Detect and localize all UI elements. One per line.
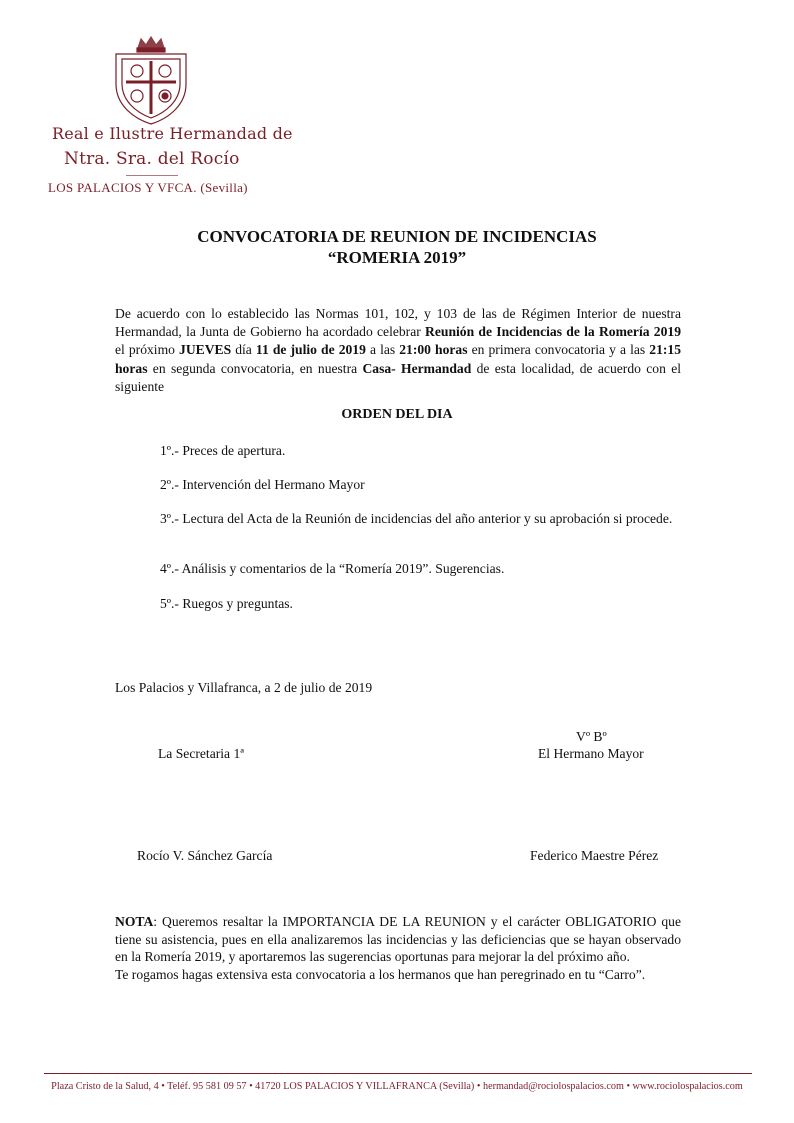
document-title: CONVOCATORIA DE REUNION DE INCIDENCIAS — [197, 227, 597, 246]
note-block — [115, 913, 681, 983]
footer-contact: Plaza Cristo de la Salud, 4 • Teléf. 95 581 09 57 • 41720 LOS PALACIOS Y VILLAFRANCA (Sevilla) • hermandad@rociolospalacios.com • www.rociolospalacios.com — [51, 1081, 743, 1092]
brotherhood-crest-icon — [108, 34, 194, 126]
note-paragraph-2: Te rogamos hagas extensiva esta convocatoria a los hermanos que han peregrinado en tu “Carro”. — [115, 966, 646, 982]
agenda-item: 5º.- Ruegos y preguntas. — [160, 596, 293, 611]
agenda-item: 4º.- Análisis y comentarios de la “Romería 2019”. Sugerencias. — [160, 561, 505, 576]
org-name-line2: Ntra. Sra. del Rocío — [64, 149, 240, 169]
hermano-mayor-role: El Hermano Mayor — [538, 746, 644, 761]
org-divider — [126, 175, 178, 176]
intro-paragraph: De acuerdo con lo establecido las Normas 101, 102, y 103 de las de Régimen Interior de nuestra Hermandad, la Junta de Gobierno ha acordado celebrar Reunión de Incidencias de la Romería 2019 el próximo JUEVES día 11 de julio de 2019 a las 21:00 horas en primera convocatoria y a las 21:15 horas en segunda convocatoria, en nuestra Casa- Hermandad de esta localidad, de acuerdo con el siguiente — [115, 306, 682, 394]
org-name-line1: Real e Ilustre Hermandad de — [52, 124, 293, 143]
footer-divider — [44, 1073, 752, 1074]
place-date: Los Palacios y Villafranca, a 2 de julio de 2019 — [115, 680, 373, 695]
note-label: NOTA — [115, 914, 154, 929]
hermano-mayor-name: Federico Maestre Pérez — [530, 848, 659, 863]
secretary-role: La Secretaria 1ª — [158, 746, 245, 761]
secretary-name: Rocío V. Sánchez García — [137, 848, 273, 863]
org-location: LOS PALACIOS Y VFCA. (Sevilla) — [48, 180, 248, 195]
agenda-item: 2º.- Intervención del Hermano Mayor — [160, 477, 365, 492]
document-subtitle: “ROMERIA 2019” — [327, 248, 467, 267]
agenda-item: 1º.- Preces de apertura. — [160, 443, 286, 458]
note-paragraph-1: NOTA: Queremos resaltar la IMPORTANCIA DE LA REUNION y el carácter OBLIGATORIO que tiene su asistencia, pues en ella analizaremos las incidencias y las deficiencias que se hayan observado en la Romería 2019, y aportaremos las sugerencias oportunas para mejorar la del próximo año. — [115, 914, 681, 965]
agenda-item: 3º.- Lectura del Acta de la Reunión de incidencias del año anterior y su aprobación si procede. — [160, 511, 673, 526]
approval-mark: Vº Bº — [576, 729, 607, 744]
agenda-heading: ORDEN DEL DIA — [341, 407, 453, 422]
